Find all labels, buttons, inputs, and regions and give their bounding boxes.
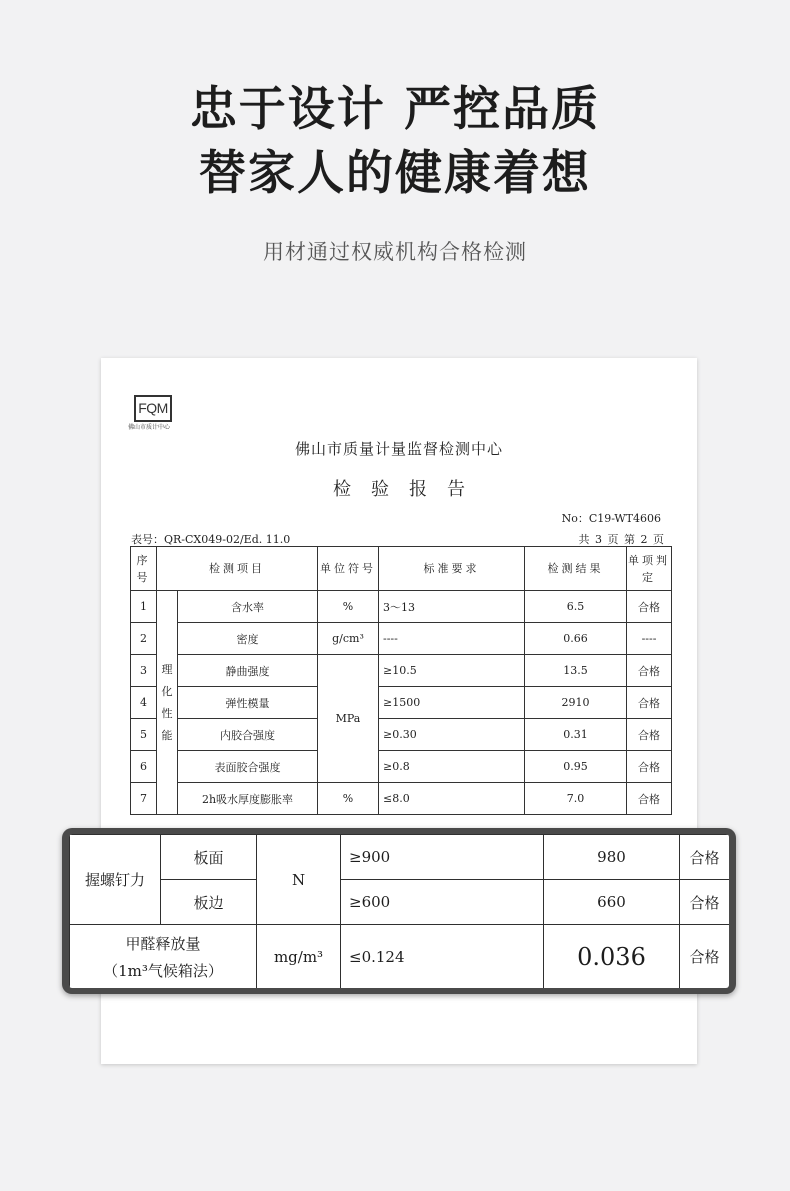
screw-unit: N	[257, 835, 341, 925]
formaldehyde-standard: ≤0.124	[341, 925, 544, 989]
row-judgement: 合格	[627, 655, 672, 687]
formaldehyde-label	[70, 925, 257, 989]
row-no: 6	[131, 751, 157, 783]
row-result: 13.5	[525, 655, 627, 687]
table-row	[131, 783, 672, 815]
row-standard: ≥0.30	[379, 719, 525, 751]
formaldehyde-result: 0.036	[544, 925, 680, 989]
row-standard: 3～13	[379, 591, 525, 623]
screw-edge-standard: ≥600	[341, 880, 544, 925]
row-judgement: 合格	[627, 751, 672, 783]
row-standard: ----	[379, 623, 525, 655]
row-result: 0.66	[525, 623, 627, 655]
row-item: 2h吸水厚度膨胀率	[178, 783, 318, 815]
formaldehyde-judgement: 合格	[680, 925, 730, 989]
row-item: 密度	[178, 623, 318, 655]
report-title: 检验报告	[333, 479, 485, 500]
row-judgement: 合格	[627, 783, 672, 815]
row-unit-mpa: MPa	[318, 655, 379, 783]
logo-subtext: 佛山市质计中心	[128, 424, 171, 431]
screw-face-row	[70, 835, 730, 880]
row-no: 1	[131, 591, 157, 623]
row-result: 6.5	[525, 591, 627, 623]
row-no: 2	[131, 623, 157, 655]
screw-face-standard: ≥900	[341, 835, 544, 880]
screw-face-label: 板面	[161, 835, 257, 880]
row-standard: ≥1500	[379, 687, 525, 719]
formaldehyde-unit: mg/m³	[257, 925, 341, 989]
row-standard: ≥0.8	[379, 751, 525, 783]
row-result: 0.31	[525, 719, 627, 751]
category-label: 理化性能	[157, 591, 178, 815]
headline-line-2: 替家人的健康着想	[199, 146, 591, 201]
formaldehyde-label-line-1: 甲醛释放量	[125, 934, 201, 953]
table-row	[131, 719, 672, 751]
row-item: 弹性模量	[178, 687, 318, 719]
screw-edge-label: 板边	[161, 880, 257, 925]
screw-face-judgement: 合格	[680, 835, 730, 880]
screw-face-result: 980	[544, 835, 680, 880]
results-table	[130, 546, 672, 815]
row-judgement: 合格	[627, 591, 672, 623]
row-judgement: ----	[627, 623, 672, 655]
row-no: 5	[131, 719, 157, 751]
screw-edge-result: 660	[544, 880, 680, 925]
row-judgement: 合格	[627, 687, 672, 719]
page-count: 共 3 页 第 2 页	[578, 533, 665, 546]
row-result: 7.0	[525, 783, 627, 815]
table-row	[131, 751, 672, 783]
row-standard: ≤8.0	[379, 783, 525, 815]
report-number: No：C19-WT4606	[561, 512, 661, 525]
fqm-logo: FQM	[134, 395, 172, 422]
screw-holding-label: 握螺钉力	[70, 835, 161, 925]
row-no: 3	[131, 655, 157, 687]
form-number: 表号：QR-CX049-02/Ed. 11.0	[131, 533, 291, 546]
subheadline: 用材通过权威机构合格检测	[263, 240, 527, 264]
magnified-table	[69, 834, 729, 988]
row-unit: %	[318, 783, 379, 815]
formaldehyde-row	[70, 925, 730, 989]
table-row	[131, 623, 672, 655]
screw-edge-judgement: 合格	[680, 880, 730, 925]
table-header-row	[131, 547, 672, 591]
header-unit: 单位符号	[318, 547, 379, 591]
row-unit: %	[318, 591, 379, 623]
row-item: 含水率	[178, 591, 318, 623]
row-item: 内胶合强度	[178, 719, 318, 751]
row-item: 静曲强度	[178, 655, 318, 687]
formaldehyde-label-line-2: （1m³气候箱法）	[103, 961, 223, 980]
magnified-table-wrapper	[69, 834, 729, 988]
screw-edge-row	[70, 880, 730, 925]
header-judgement: 单项判定	[627, 547, 672, 591]
row-result: 2910	[525, 687, 627, 719]
table-row	[131, 655, 672, 687]
headline-line-1: 忠于设计 严控品质	[189, 82, 601, 137]
header-item: 检测项目	[157, 547, 318, 591]
magnified-results-panel	[62, 828, 736, 994]
row-result: 0.95	[525, 751, 627, 783]
table-row	[131, 687, 672, 719]
header-seq: 序号	[131, 547, 157, 591]
row-unit: g/cm³	[318, 623, 379, 655]
table-row	[131, 591, 672, 623]
row-no: 4	[131, 687, 157, 719]
header-standard: 标准要求	[379, 547, 525, 591]
header-result: 检测结果	[525, 547, 627, 591]
row-item: 表面胶合强度	[178, 751, 318, 783]
row-standard: ≥10.5	[379, 655, 525, 687]
headline	[0, 78, 790, 206]
row-judgement: 合格	[627, 719, 672, 751]
row-no: 7	[131, 783, 157, 815]
organization-name: 佛山市质量计量监督检测中心	[294, 440, 503, 458]
